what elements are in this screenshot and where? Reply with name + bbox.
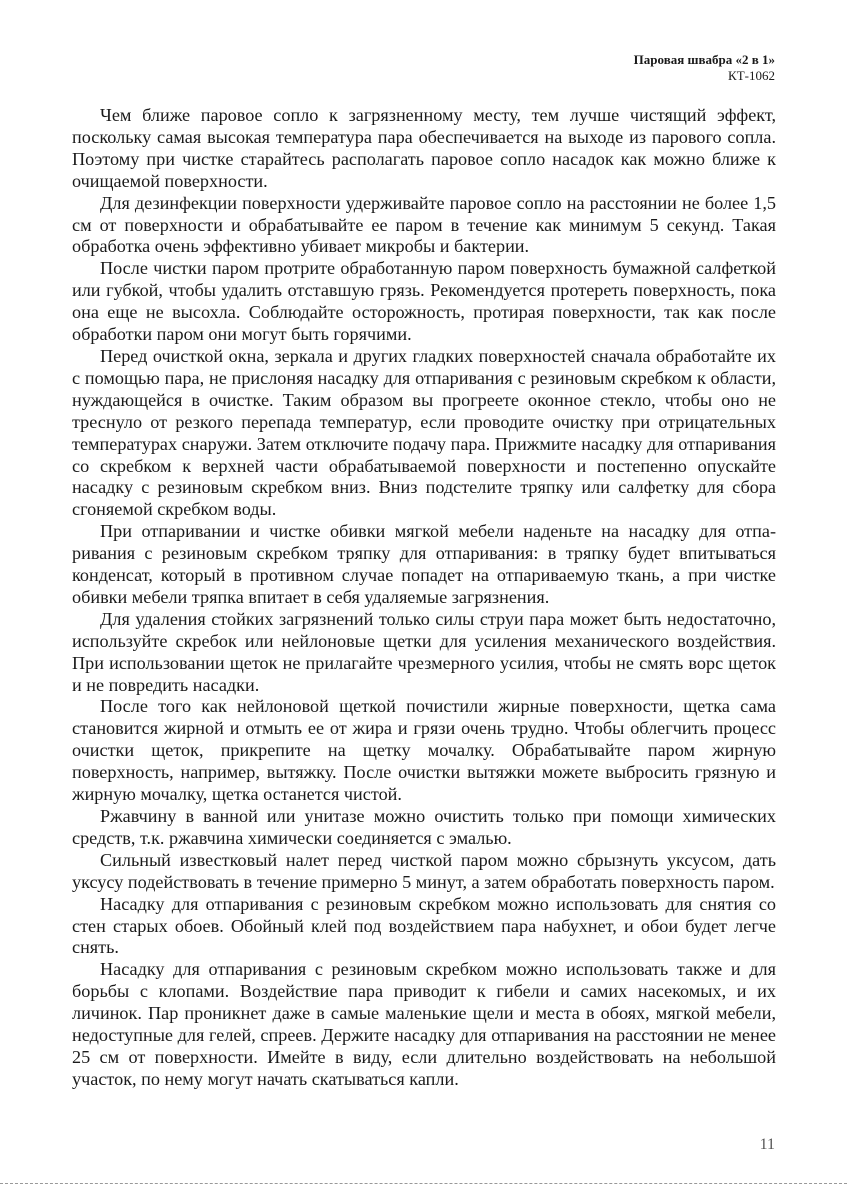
page-header: [634, 52, 775, 84]
paragraph: Для удаления стойких загрязнений только силы струи пара может быть недостаточно, используйте скребок или нейлоновые щетки для усиления механического воздействия. При использовании щеток не прилагайте чрезмерного усилия, чтобы не смять ворс щеток и не повредить насадки.: [72, 608, 776, 695]
page-number: 11: [759, 1136, 775, 1153]
product-model: КТ-1062: [728, 68, 775, 83]
paragraph: После того как нейлоновой щеткой почистили жирные поверхности, щетка сама становится жирной и отмыть ее от жира и грязи очень трудно. Чтобы облегчить процесс очистки щеток, прикрепите на щетку мочалку. Обрабатывайте паром жирную поверхность, например, вытяжку. После очистки вытяжки можете выбросить грязную и жирную мочалку, щетка останется чистой.: [72, 696, 776, 805]
product-title: Паровая швабра «2 в 1»: [633, 52, 775, 67]
paragraph: После чистки паром протрите обработанную паром поверхность бумажной салфеткой или губкой, чтобы удалить отставшую грязь. Рекомендуется протереть поверхность, пока она еще не высохла. Соблюдайте осторожность, протирая поверхности, так как после обработки паром они могут быть горячими.: [72, 258, 776, 345]
paragraph: Насадку для отпаривания с резиновым скребком можно использовать также и для борьбы с клопами. Воздействие пара приводит к гибели и самих насекомых, и их личинок. Пар проникнет даже в самые маленькие щели и места в обоях, мягкой мебели, недоступные для гелей, спреев. Держите насадку для отпаривания на расстоянии не менее 25 см от поверхности. Имейте в виду, если длительно воздействовать на небольшой участок, по нему могут начать скатываться капли.: [72, 959, 776, 1089]
paragraph: При отпаривании и чистке обивки мягкой мебели наденьте на насадку для отпаривания с резиновым скребком тряпку для отпаривания: в тряпку будет впитываться конденсат, который в противном случае попадет на отпариваемую ткань, а при чистке обивки мебели тряпка впитает в себя удаляемые загрязнения.: [72, 521, 776, 607]
paragraph: Ржавчину в ванной или унитазе можно очистить только при помощи химических средств, т.к. ржавчина химически соединяется с эмалью.: [72, 806, 776, 848]
paragraph: Чем ближе паровое сопло к загрязненному месту, тем лучше чистящий эффект, поскольку самая высокая температура пара обеспечивается на выходе из парового сопла. Поэтому при чистке старайтесь располагать паровое сопло насадок как можно ближе к очищаемой поверхности.: [72, 105, 776, 191]
paragraph: Насадку для отпаривания с резиновым скребком можно использовать для снятия со стен старых обоев. Обойный клей под воздействием пара набухнет, и обои будет легче снять.: [72, 893, 776, 958]
paragraph: Перед очисткой окна, зеркала и других гладких поверхностей сначала обработайте их с помощью пара, не прислоняя насадку для отпаривания с резиновым скребком к области, нуждающейся в очистке. Таким образом вы прогреете оконное стекло, чтобы оно не треснуло от резкого перепада температур, если проводите очистку при отрицательных температурах снаружи. Затем отключите подачу пара. Прижмите насадку для отпаривания со скребком к верхней части обрабатываемой поверхности и постепенно опускайте насадку с резиновым скребком вниз. Вниз подстелите тряпку или салфетку для сбора сгоняемой скребком воды.: [72, 345, 776, 520]
body-text: [72, 105, 776, 1091]
paragraph: Сильный известковый налет перед чисткой паром можно сбрызнуть уксусом, дать уксусу подействовать в течение примерно 5 минут, а затем обработать поверхность паром.: [72, 849, 776, 892]
bottom-rule: [0, 1183, 847, 1184]
paragraph: Для дезинфекции поверхности удерживайте паровое сопло на расстоянии не более 1,5 см от поверхности и обрабатывайте ее паром в течение как минимум 5 секунд. Такая обработка очень эффективно убивает микробы и бактерии.: [72, 192, 776, 257]
